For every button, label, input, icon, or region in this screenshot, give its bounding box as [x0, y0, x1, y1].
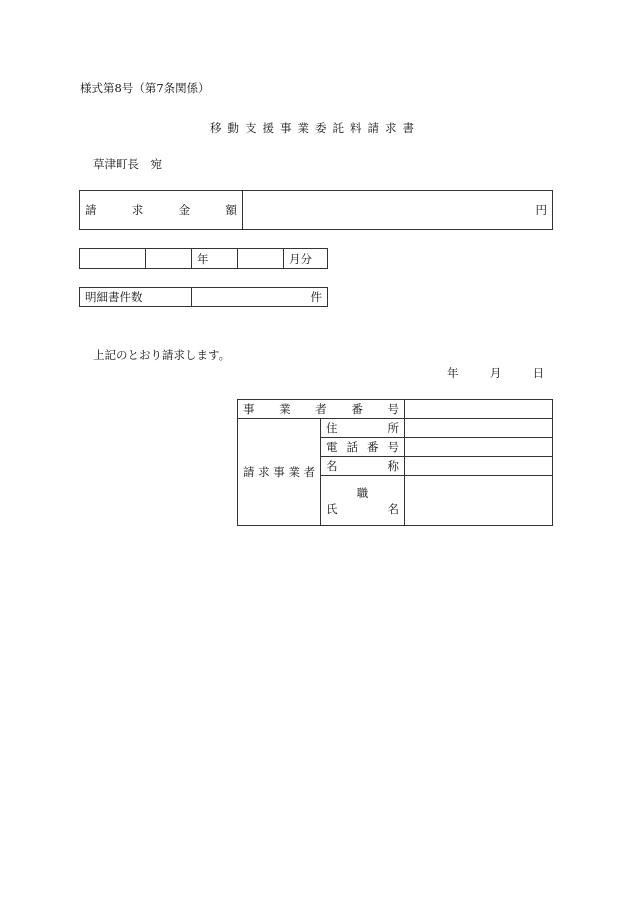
business-number-value[interactable] — [405, 400, 553, 419]
addressee: 草津町長 宛 — [93, 157, 162, 171]
position-label: 職 — [356, 485, 369, 500]
business-number-char: 事 — [243, 402, 255, 416]
amount-unit: 円 — [535, 203, 547, 217]
amount-value-cell[interactable] — [243, 191, 553, 230]
business-number-char: 番 — [351, 402, 363, 416]
date-month-label: 月 — [489, 366, 502, 380]
document-title: 移動支援事業委託料請求書 — [210, 121, 420, 135]
applicant-table — [237, 399, 553, 526]
month-label: 月分 — [289, 251, 312, 266]
year-label-cell — [192, 249, 238, 269]
amount-label-char: 求 — [131, 203, 144, 217]
amount-label-char: 額 — [225, 203, 237, 217]
business-name-label-cell — [321, 457, 405, 476]
amount-label-char: 金 — [178, 203, 191, 217]
statement-count-label: 明細書件数 — [80, 288, 192, 307]
phone-char: 番 — [367, 440, 379, 454]
business-number-label — [243, 401, 399, 417]
business-number-row — [238, 400, 553, 419]
phone-char: 号 — [387, 440, 399, 454]
year-value-cell[interactable] — [146, 249, 192, 269]
person-name-char: 名 — [387, 501, 399, 516]
address-label — [326, 420, 399, 436]
person-name-char: 氏 — [326, 501, 338, 516]
date-year-label: 年 — [447, 366, 459, 380]
form-number: 様式第8号（第7条関係） — [80, 81, 210, 95]
business-number-char: 号 — [387, 402, 399, 416]
amount-label-cell — [80, 191, 243, 230]
business-number-char: 業 — [279, 402, 291, 416]
phone-label-cell — [321, 438, 405, 457]
business-name-char: 称 — [387, 459, 399, 473]
billing-period-table — [79, 248, 328, 269]
business-number-label-cell — [238, 400, 405, 419]
month-label-cell — [284, 249, 328, 269]
address-char: 住 — [326, 421, 338, 435]
amount-row — [80, 191, 553, 230]
amount-label-char: 請 — [85, 203, 97, 217]
phone-label — [326, 439, 399, 455]
address-label-cell — [321, 419, 405, 438]
billing-period-row — [80, 249, 328, 269]
applicant-label-cell — [238, 419, 321, 526]
amount-table — [79, 190, 553, 230]
era-cell[interactable] — [80, 249, 146, 269]
request-date — [447, 365, 544, 381]
applicant-label: 請 求 事 業 者 — [243, 465, 316, 479]
address-row — [238, 419, 553, 438]
business-name-char: 名 — [326, 459, 338, 473]
representative-label-cell — [321, 476, 405, 526]
phone-char: 話 — [346, 440, 358, 454]
business-name-label — [326, 458, 399, 474]
date-day-label: 日 — [532, 366, 545, 380]
statement-count-value-cell[interactable] — [192, 288, 328, 307]
amount-label — [85, 202, 237, 218]
address-value[interactable] — [405, 419, 553, 438]
request-statement: 上記のとおり請求します。 — [93, 348, 231, 362]
statement-count-row — [80, 288, 328, 307]
month-value-cell[interactable] — [238, 249, 284, 269]
statement-count-table — [79, 287, 328, 307]
phone-char: 電 — [326, 440, 338, 454]
business-name-value[interactable] — [405, 457, 553, 476]
business-number-char: 者 — [315, 402, 327, 416]
year-label: 年 — [197, 251, 209, 266]
phone-value[interactable] — [405, 438, 553, 457]
address-char: 所 — [387, 421, 399, 435]
person-name-label — [326, 501, 399, 517]
statement-count-unit: 件 — [310, 290, 322, 304]
representative-value[interactable] — [405, 476, 553, 526]
